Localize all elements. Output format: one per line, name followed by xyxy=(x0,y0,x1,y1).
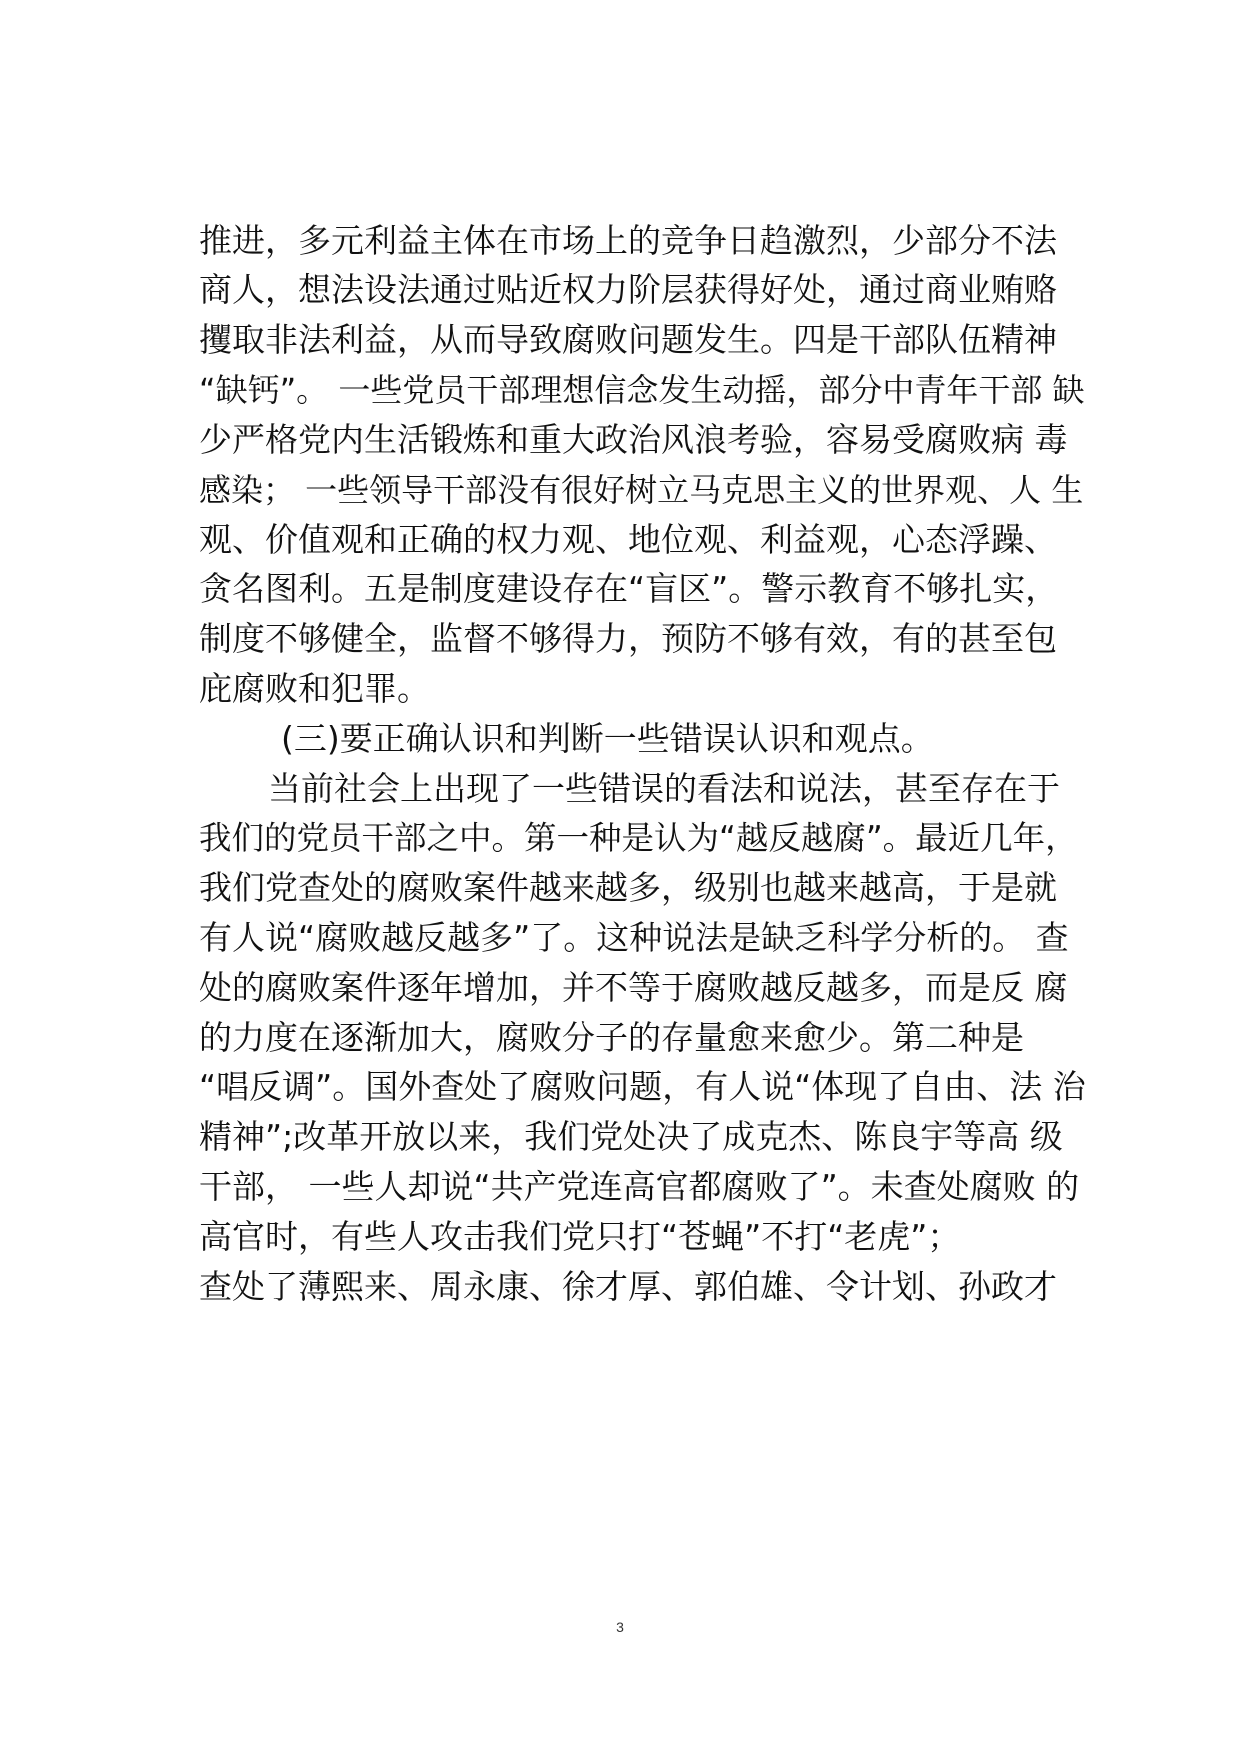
body-text-line: 的力度在逐渐加大，腐败分子的存量愈来愈少。第二种是 xyxy=(199,1018,1024,1057)
body-text-line: “缺钙”。 一些党员干部理想信念发生动摇，部分中青年干部 缺 xyxy=(199,371,1085,409)
body-text-line: 查处了薄熙来、周永康、徐才厚、郭伯雄、令计划、孙政才 xyxy=(199,1267,1057,1306)
body-text-line: 少严格党内生活锻炼和重大政治风浪考验，容易受腐败病 毒 xyxy=(199,420,1068,459)
body-text-line: 处的腐败案件逐年增加，并不等于腐败越反越多，而是反 腐 xyxy=(199,968,1068,1007)
body-text-line: 商人，想法设法通过贴近权力阶层获得好处，通过商业贿赂 xyxy=(199,270,1057,309)
body-text-line: 感染； 一些领导干部没有很好树立马克思主义的世界观、人 生 xyxy=(199,471,1084,509)
page-number: 3 xyxy=(616,1619,624,1635)
body-text-line: 我们的党员干部之中。第一种是认为“越反越腐”。最近几年， xyxy=(199,819,1078,857)
body-text-line: 精神”;改革开放以来，我们党处决了成克杰、陈良宇等高 级 xyxy=(199,1117,1063,1156)
paragraph-first-line: 当前社会上出现了一些错误的看法和说法，甚至存在于 xyxy=(268,769,1060,808)
body-text-line: 高官时，有些人攻击我们党只打“苍蝇”不打“老虎”； xyxy=(199,1217,961,1256)
body-text-line: 干部， 一些人却说“共产党连高官都腐败了”。未查处腐败 的 xyxy=(199,1167,1080,1206)
section-heading: (三)要正确认识和判断一些错误认识和观点。 xyxy=(281,719,934,758)
body-text-line: 贪名图利。五是制度建设存在“盲区”。警示教育不够扎实， xyxy=(199,569,1059,608)
body-text-line: 我们党查处的腐败案件越来越多，级别也越来越高，于是就 xyxy=(199,868,1057,907)
body-text-line: 制度不够健全，监督不够得力，预防不够有效，有的甚至包 xyxy=(199,619,1057,658)
body-text-line: 庇腐败和犯罪。 xyxy=(199,669,430,708)
body-text-line: “唱反调”。国外查处了腐败问题，有人说“体现了自由、法 治 xyxy=(199,1067,1086,1106)
body-text-line: 观、价值观和正确的权力观、地位观、利益观，心态浮躁、 xyxy=(199,520,1057,559)
body-text-line: 有人说“腐败越反越多”了。这种说法是缺乏科学分析的。 查 xyxy=(199,918,1069,957)
body-text-line: 推进，多元利益主体在市场上的竞争日趋激烈，少部分不法 xyxy=(199,221,1057,260)
body-text-line: 攫取非法利益，从而导致腐败问题发生。四是干部队伍精神 xyxy=(199,320,1057,359)
